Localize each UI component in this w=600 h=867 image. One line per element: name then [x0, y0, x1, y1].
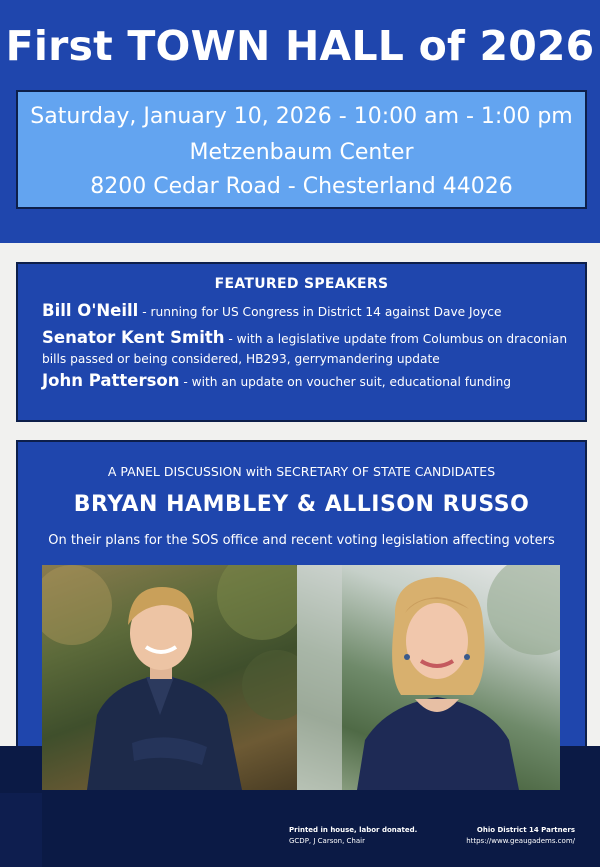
speaker-name: Bill O'Neill [42, 301, 139, 320]
featured-speakers-box [16, 262, 587, 422]
candidate-photo-right [297, 565, 560, 790]
panel-description: On their plans for the SOS office and recent voting legislation affecting voters [48, 533, 555, 548]
footer-website[interactable]: https://www.geaugadems.com/ [466, 837, 575, 845]
speaker-name: John Patterson [42, 371, 180, 390]
speaker-item [42, 371, 572, 392]
event-venue: Metzenbaum Center [189, 140, 414, 165]
speaker-description: - with a legislative update from Columbus on draconian bills passed or being considered, HB293, gerrymandering update [42, 332, 568, 366]
footer-shade [0, 793, 42, 867]
event-title: First TOWN HALL of 2026 [5, 22, 595, 70]
speaker-description: - with an update on voucher suit, educational funding [179, 375, 512, 389]
panel-intro: A PANEL DISCUSSION with SECRETARY OF STATE CANDIDATES [107, 464, 496, 479]
speaker-item [42, 301, 572, 322]
footer-printed-text: Printed in house, labor donated. [289, 826, 418, 834]
woman-portrait-illustration [297, 565, 560, 790]
footer-printed-note [289, 825, 417, 847]
speaker-description: - running for US Congress in District 14 against Dave Joyce [138, 305, 502, 319]
speaker-item [42, 328, 572, 369]
event-date-time: Saturday, January 10, 2026 - 10:00 am - 1:00 pm [30, 104, 573, 129]
footer-partners: Ohio District 14 Partners [476, 826, 575, 834]
candidate-photo-left [42, 565, 297, 790]
panel-candidate-names: BRYAN HAMBLEY & ALLISON RUSSO [73, 492, 530, 517]
footer-partners-note [450, 825, 575, 847]
man-portrait-illustration [42, 565, 297, 790]
footer-paid-by: GCDP, J Carson, Chair [289, 837, 365, 845]
event-details-box [16, 90, 587, 209]
event-address: 8200 Cedar Road - Chesterland 44026 [90, 174, 513, 199]
speaker-name: Senator Kent Smith [42, 328, 225, 347]
featured-speakers-heading: FEATURED SPEAKERS [214, 276, 389, 292]
